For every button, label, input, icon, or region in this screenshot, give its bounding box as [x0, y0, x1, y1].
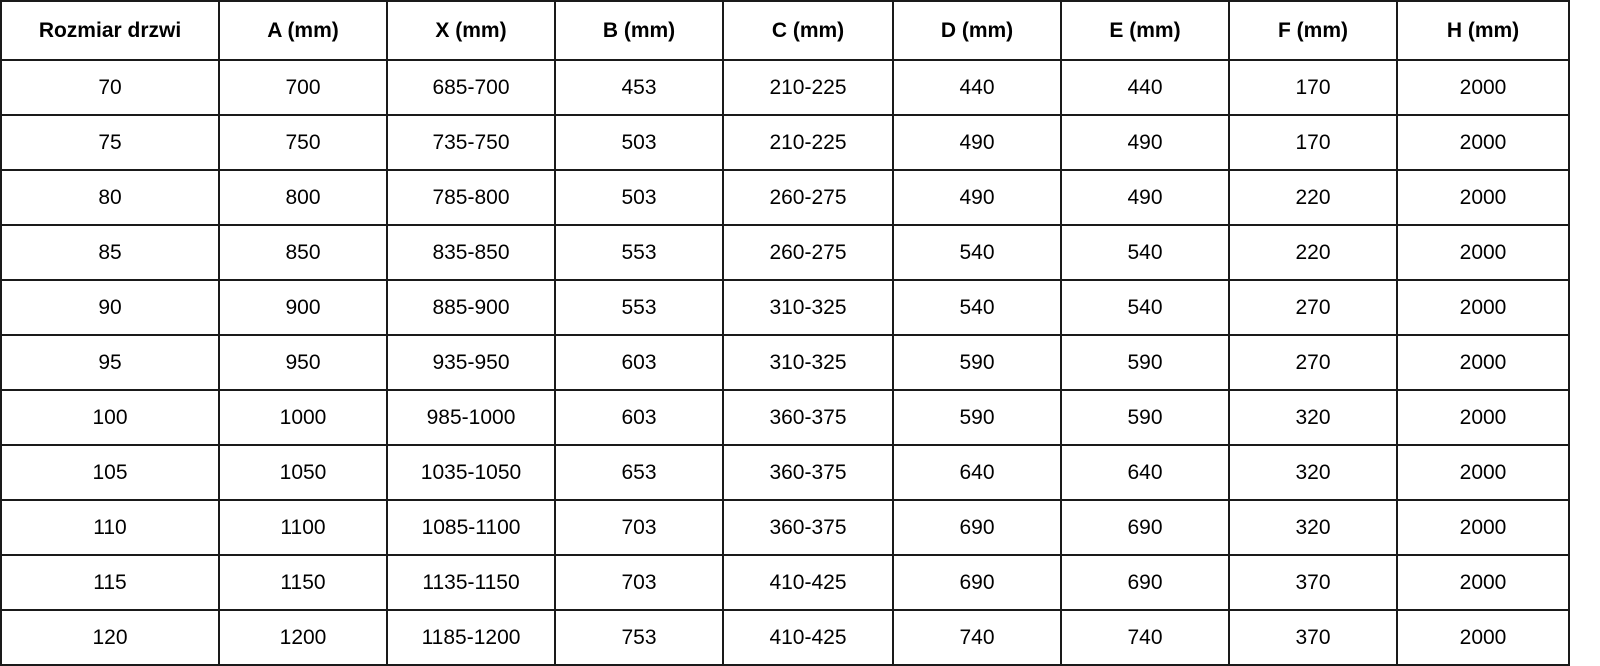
- cell-e: 540: [1061, 280, 1229, 335]
- cell-h: 2000: [1397, 335, 1569, 390]
- cell-door-size: 90: [1, 280, 219, 335]
- cell-h: 2000: [1397, 170, 1569, 225]
- cell-b: 553: [555, 280, 723, 335]
- cell-f: 270: [1229, 280, 1397, 335]
- cell-door-size: 110: [1, 500, 219, 555]
- column-header-b: B (mm): [555, 1, 723, 60]
- cell-c: 210-225: [723, 60, 893, 115]
- cell-c: 260-275: [723, 225, 893, 280]
- cell-a: 800: [219, 170, 387, 225]
- cell-f: 220: [1229, 170, 1397, 225]
- cell-e: 590: [1061, 335, 1229, 390]
- cell-f: 370: [1229, 610, 1397, 665]
- cell-x: 835-850: [387, 225, 555, 280]
- cell-c: 260-275: [723, 170, 893, 225]
- cell-door-size: 100: [1, 390, 219, 445]
- cell-a: 750: [219, 115, 387, 170]
- table-row: [1, 390, 1569, 445]
- cell-b: 703: [555, 555, 723, 610]
- cell-b: 603: [555, 335, 723, 390]
- cell-a: 900: [219, 280, 387, 335]
- cell-a: 950: [219, 335, 387, 390]
- cell-h: 2000: [1397, 555, 1569, 610]
- cell-c: 410-425: [723, 610, 893, 665]
- cell-x: 1085-1100: [387, 500, 555, 555]
- table-row: [1, 115, 1569, 170]
- column-header-h: H (mm): [1397, 1, 1569, 60]
- cell-f: 320: [1229, 445, 1397, 500]
- cell-h: 2000: [1397, 225, 1569, 280]
- cell-f: 170: [1229, 60, 1397, 115]
- cell-door-size: 80: [1, 170, 219, 225]
- cell-x: 985-1000: [387, 390, 555, 445]
- cell-b: 553: [555, 225, 723, 280]
- cell-b: 503: [555, 170, 723, 225]
- cell-e: 640: [1061, 445, 1229, 500]
- column-header-d: D (mm): [893, 1, 1061, 60]
- cell-x: 735-750: [387, 115, 555, 170]
- column-header-x: X (mm): [387, 1, 555, 60]
- cell-x: 685-700: [387, 60, 555, 115]
- cell-b: 503: [555, 115, 723, 170]
- cell-door-size: 105: [1, 445, 219, 500]
- cell-e: 540: [1061, 225, 1229, 280]
- cell-a: 1050: [219, 445, 387, 500]
- cell-d: 690: [893, 555, 1061, 610]
- cell-e: 740: [1061, 610, 1229, 665]
- cell-x: 935-950: [387, 335, 555, 390]
- cell-d: 540: [893, 225, 1061, 280]
- column-header-a: A (mm): [219, 1, 387, 60]
- cell-h: 2000: [1397, 115, 1569, 170]
- table-row: [1, 280, 1569, 335]
- table-row: [1, 335, 1569, 390]
- cell-e: 690: [1061, 555, 1229, 610]
- column-header-e: E (mm): [1061, 1, 1229, 60]
- cell-e: 440: [1061, 60, 1229, 115]
- cell-b: 653: [555, 445, 723, 500]
- cell-door-size: 115: [1, 555, 219, 610]
- cell-d: 490: [893, 170, 1061, 225]
- cell-d: 690: [893, 500, 1061, 555]
- table-row: [1, 610, 1569, 665]
- cell-d: 590: [893, 390, 1061, 445]
- cell-f: 270: [1229, 335, 1397, 390]
- cell-d: 490: [893, 115, 1061, 170]
- cell-c: 360-375: [723, 390, 893, 445]
- cell-b: 753: [555, 610, 723, 665]
- cell-door-size: 120: [1, 610, 219, 665]
- cell-b: 453: [555, 60, 723, 115]
- cell-e: 590: [1061, 390, 1229, 445]
- cell-c: 360-375: [723, 500, 893, 555]
- cell-b: 703: [555, 500, 723, 555]
- cell-d: 640: [893, 445, 1061, 500]
- cell-f: 170: [1229, 115, 1397, 170]
- cell-x: 1135-1150: [387, 555, 555, 610]
- cell-x: 785-800: [387, 170, 555, 225]
- table-header: [1, 1, 1569, 60]
- table-header-row: [1, 1, 1569, 60]
- cell-c: 310-325: [723, 280, 893, 335]
- cell-door-size: 75: [1, 115, 219, 170]
- column-header-door-size: Rozmiar drzwi: [1, 1, 219, 60]
- table-row: [1, 225, 1569, 280]
- cell-a: 1150: [219, 555, 387, 610]
- cell-c: 210-225: [723, 115, 893, 170]
- cell-d: 540: [893, 280, 1061, 335]
- table-row: [1, 170, 1569, 225]
- cell-c: 360-375: [723, 445, 893, 500]
- cell-h: 2000: [1397, 280, 1569, 335]
- table-body: [1, 60, 1569, 665]
- cell-a: 700: [219, 60, 387, 115]
- cell-e: 490: [1061, 170, 1229, 225]
- cell-door-size: 95: [1, 335, 219, 390]
- cell-h: 2000: [1397, 390, 1569, 445]
- cell-h: 2000: [1397, 610, 1569, 665]
- cell-e: 490: [1061, 115, 1229, 170]
- table-row: [1, 60, 1569, 115]
- cell-b: 603: [555, 390, 723, 445]
- cell-d: 440: [893, 60, 1061, 115]
- cell-h: 2000: [1397, 60, 1569, 115]
- cell-a: 850: [219, 225, 387, 280]
- cell-f: 220: [1229, 225, 1397, 280]
- cell-e: 690: [1061, 500, 1229, 555]
- cell-a: 1200: [219, 610, 387, 665]
- cell-door-size: 85: [1, 225, 219, 280]
- cell-x: 885-900: [387, 280, 555, 335]
- cell-door-size: 70: [1, 60, 219, 115]
- cell-h: 2000: [1397, 500, 1569, 555]
- table-row: [1, 445, 1569, 500]
- cell-x: 1035-1050: [387, 445, 555, 500]
- column-header-f: F (mm): [1229, 1, 1397, 60]
- cell-c: 310-325: [723, 335, 893, 390]
- cell-f: 320: [1229, 500, 1397, 555]
- cell-f: 320: [1229, 390, 1397, 445]
- cell-f: 370: [1229, 555, 1397, 610]
- table-row: [1, 500, 1569, 555]
- cell-h: 2000: [1397, 445, 1569, 500]
- cell-a: 1100: [219, 500, 387, 555]
- cell-c: 410-425: [723, 555, 893, 610]
- cell-a: 1000: [219, 390, 387, 445]
- cell-d: 740: [893, 610, 1061, 665]
- cell-x: 1185-1200: [387, 610, 555, 665]
- column-header-c: C (mm): [723, 1, 893, 60]
- table-row: [1, 555, 1569, 610]
- cell-d: 590: [893, 335, 1061, 390]
